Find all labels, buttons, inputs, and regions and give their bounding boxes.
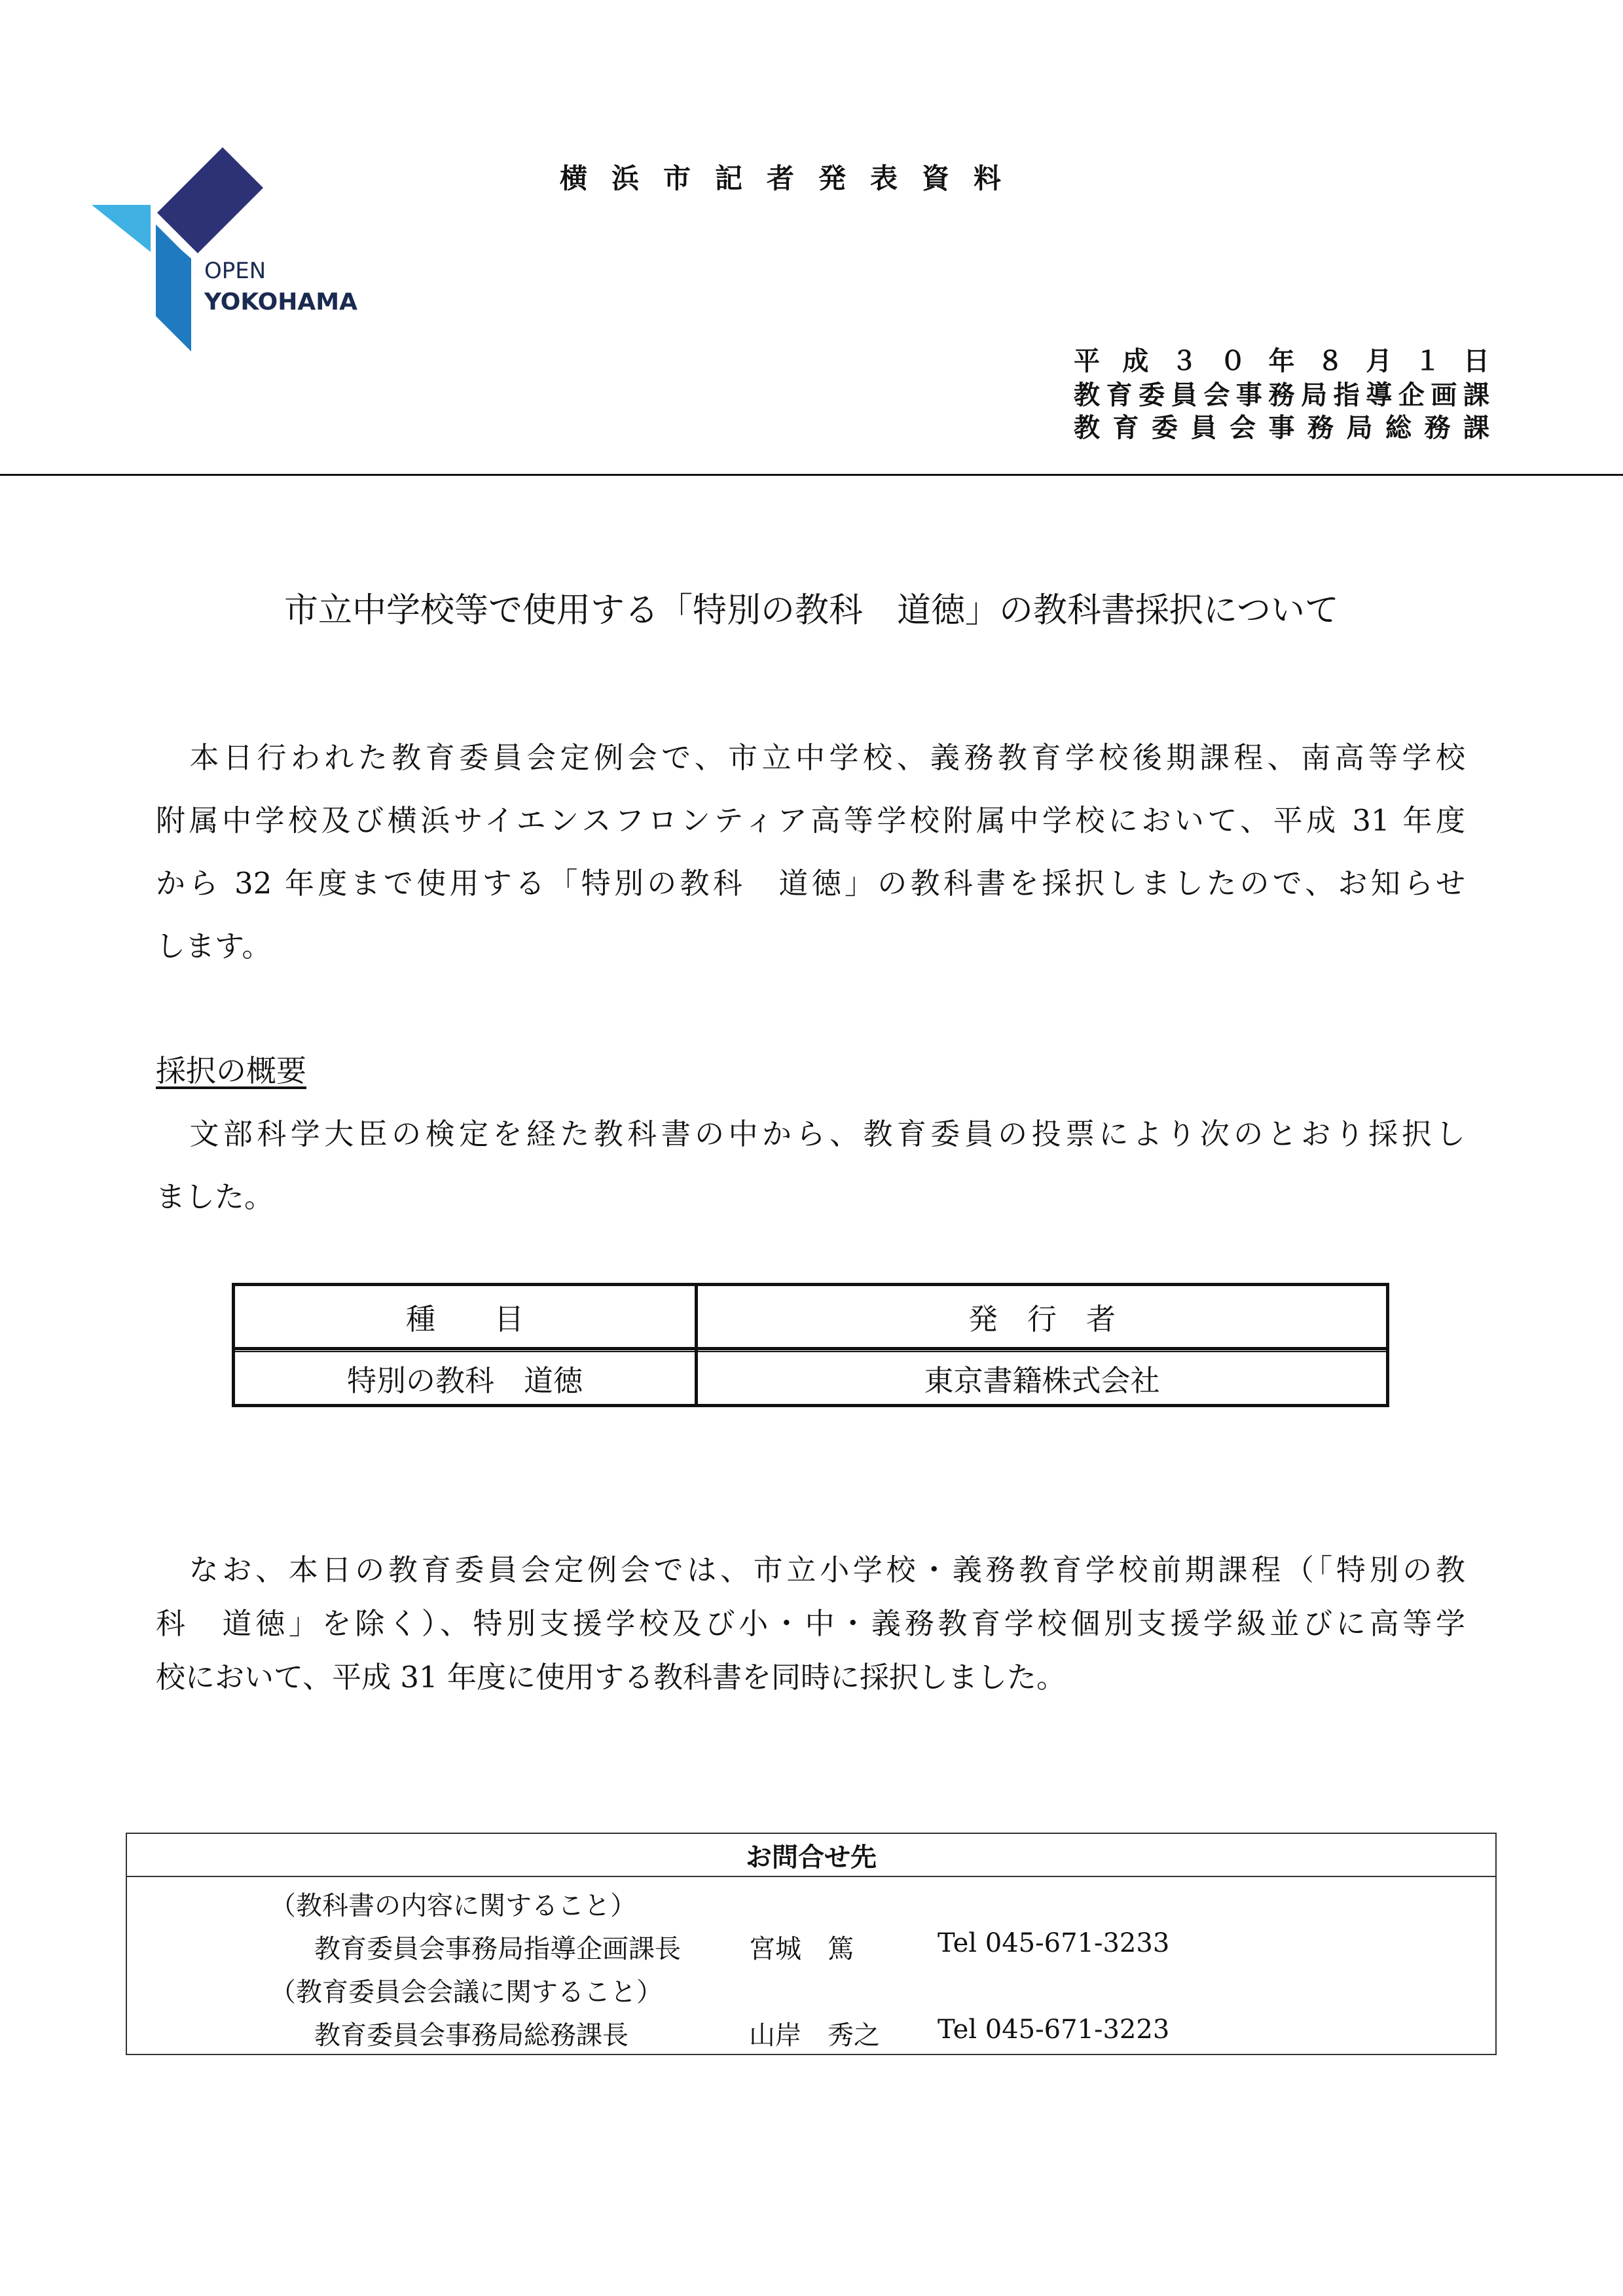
contact-name-1: 宮城 篤 (749, 1934, 854, 1964)
contact-tel-2: Tel 045-671-3223 (938, 2015, 1170, 2045)
table-header-publisher: 発 行 者 (968, 1302, 1116, 1336)
contact-topic-1: （教科書の内容に関すること） (270, 1891, 636, 1921)
header-divider (0, 474, 1623, 476)
contact-topic-2: （教育委員会会議に関すること） (270, 1977, 663, 2007)
logo-text-open: OPEN (204, 258, 266, 284)
summary-line: 文部科学大臣の検定を経た教科書の中から、教育委員の投票により次のとおり採択し (156, 1117, 1465, 1151)
table-header-type: 種 目 (405, 1302, 524, 1336)
intro-line: から 32 年度まで使用する「特別の教科 道徳」の教科書を採択しましたので、お知らせ (156, 866, 1465, 901)
issuing-department-2: 教育委員会事務局総務課 (1074, 413, 1489, 443)
contact-dept-1: 教育委員会事務局指導企画課長 (314, 1934, 681, 1964)
open-yokohama-logo (92, 147, 367, 357)
logo-blue-stem (156, 224, 191, 351)
contact-name-2: 山岸 秀之 (749, 2020, 880, 2051)
note-line: 科 道徳」を除く）、特別支援学校及び小・中・義務教育学校個別支援学級並びに高等学 (156, 1606, 1465, 1641)
logo-text-yokohama: YOKOHAMA (204, 289, 357, 315)
contact-box (126, 1833, 1497, 2055)
intro-line: 附属中学校及び横浜サイエンスフロンティア高等学校附属中学校において、平成 31 年度 (156, 803, 1465, 838)
issuing-department-1: 教育委員会事務局指導企画課 (1074, 380, 1489, 410)
intro-line: 本日行われた教育委員会定例会で、市立中学校、義務教育学校後期課程、南高等学校 (156, 740, 1465, 775)
adoption-table (232, 1283, 1389, 1407)
intro-paragraph (156, 726, 1465, 978)
table-cell-publisher: 東京書籍株式会社 (924, 1363, 1160, 1398)
intro-line: します。 (156, 929, 272, 963)
contact-tel-1: Tel 045-671-3233 (938, 1928, 1170, 1958)
press-release-header: 横浜市記者発表資料 (560, 162, 1026, 194)
logo-dark-diamond (157, 147, 263, 253)
logo-light-wing (92, 205, 151, 252)
summary-paragraph (156, 1103, 1465, 1229)
release-date: 平成３０年８月１日 (1074, 346, 1489, 376)
section-heading: 採択の概要 (156, 1053, 306, 1088)
summary-line: ました。 (156, 1179, 274, 1214)
document-title: 市立中学校等で使用する「特別の教科 道徳」の教科書採択について (284, 591, 1339, 630)
note-paragraph (156, 1543, 1465, 1704)
table-divider-horizontal (235, 1347, 1386, 1350)
note-line: 校において、平成 31 年度に使用する教科書を同時に採択しました。 (156, 1660, 1066, 1695)
contact-title: お問合せ先 (127, 1834, 1495, 1877)
table-cell-type: 特別の教科 道徳 (346, 1363, 583, 1398)
note-line: なお、本日の教育委員会定例会では、市立小学校・義務教育学校前期課程（「特別の教 (156, 1552, 1465, 1587)
contact-dept-2: 教育委員会事務局総務課長 (314, 2020, 629, 2051)
